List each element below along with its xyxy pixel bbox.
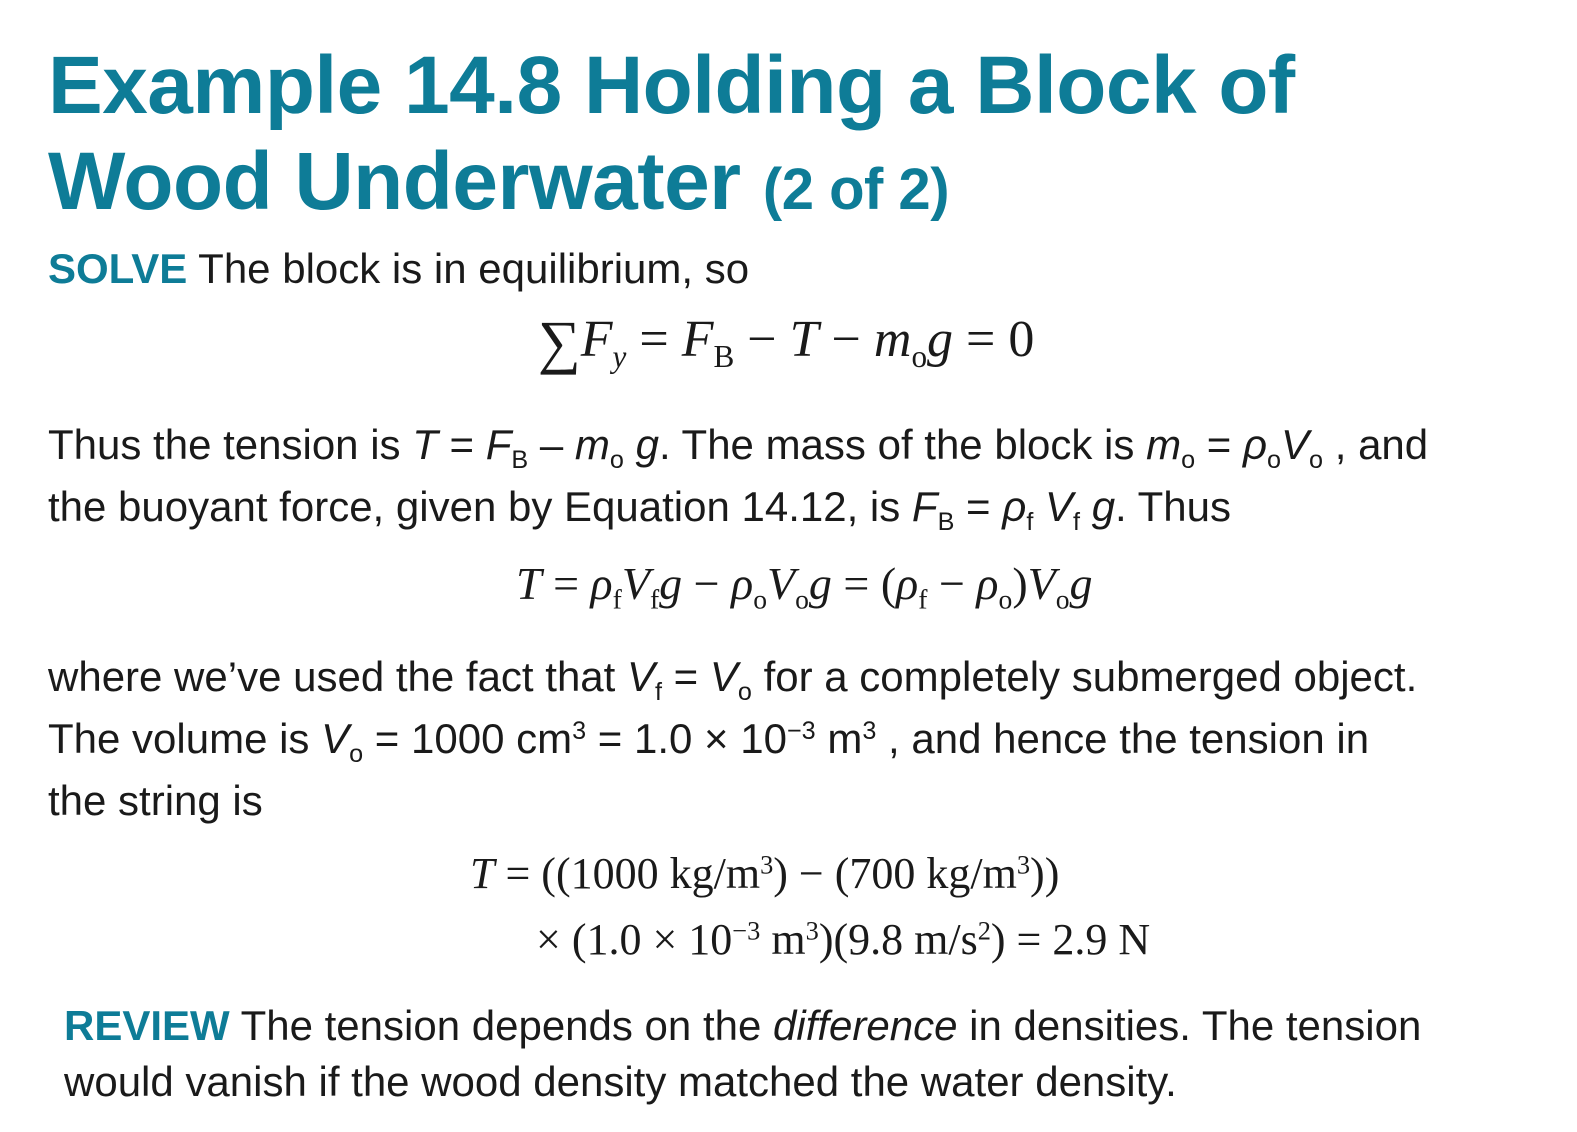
solve-paragraph (48, 238, 749, 300)
volume-paragraph: where we’ve used the fact that $V_f = V_o$ for a completely submerged object. The volume is $V_o = 1000$ $cm^3 = 1.0 \times 10^{-3}$ $m^3$ , and hence the tension in the string is (48, 653, 1418, 824)
numeric-equation-line-2: × ($1.0 \times 10^{-3}$ $m^3)(9.8$ $m/s^2) = 2.9$ N (536, 915, 1151, 964)
emphasis-difference: difference (773, 1002, 958, 1049)
solve-text: The block is in equilibrium, so (198, 245, 750, 292)
numeric-equation-line-1: T = ((1000 $kg/m^3) - (700$ $kg/m^3$)) (470, 849, 1060, 898)
title-line-1: Example 14.8 Holding a Block of (48, 40, 1295, 131)
slide-title (48, 38, 1295, 238)
review-keyword: REVIEW (64, 1002, 230, 1049)
title-part-indicator: (2 of 2) (762, 157, 950, 222)
tension-paragraph: Thus the tension is $T = F_B - m_o$ g. The mass of the block is $m_o = \rho_oV_o$ , and the buoyant force, given by Equation 14.12, is $F_B = \rho_f$ $V_f$ g. Thus (48, 421, 1429, 536)
equilibrium-equation: $\sum F_y = F_B - T - m_og = 0$ (538, 309, 1035, 375)
title-line-2: Wood Underwater (48, 136, 741, 227)
review-paragraph: REVIEW The tension depends on the difference in densities. The tension would vanish if the wood density matched the water density. (64, 1002, 1422, 1105)
solve-keyword: SOLVE (48, 245, 188, 292)
sigma-symbol: ∑ (538, 309, 581, 375)
tension-equation: $T = \rho_fV_fg - \rho_oV_og = (\rho_f - \rho_o)V_og$ (516, 558, 1093, 615)
